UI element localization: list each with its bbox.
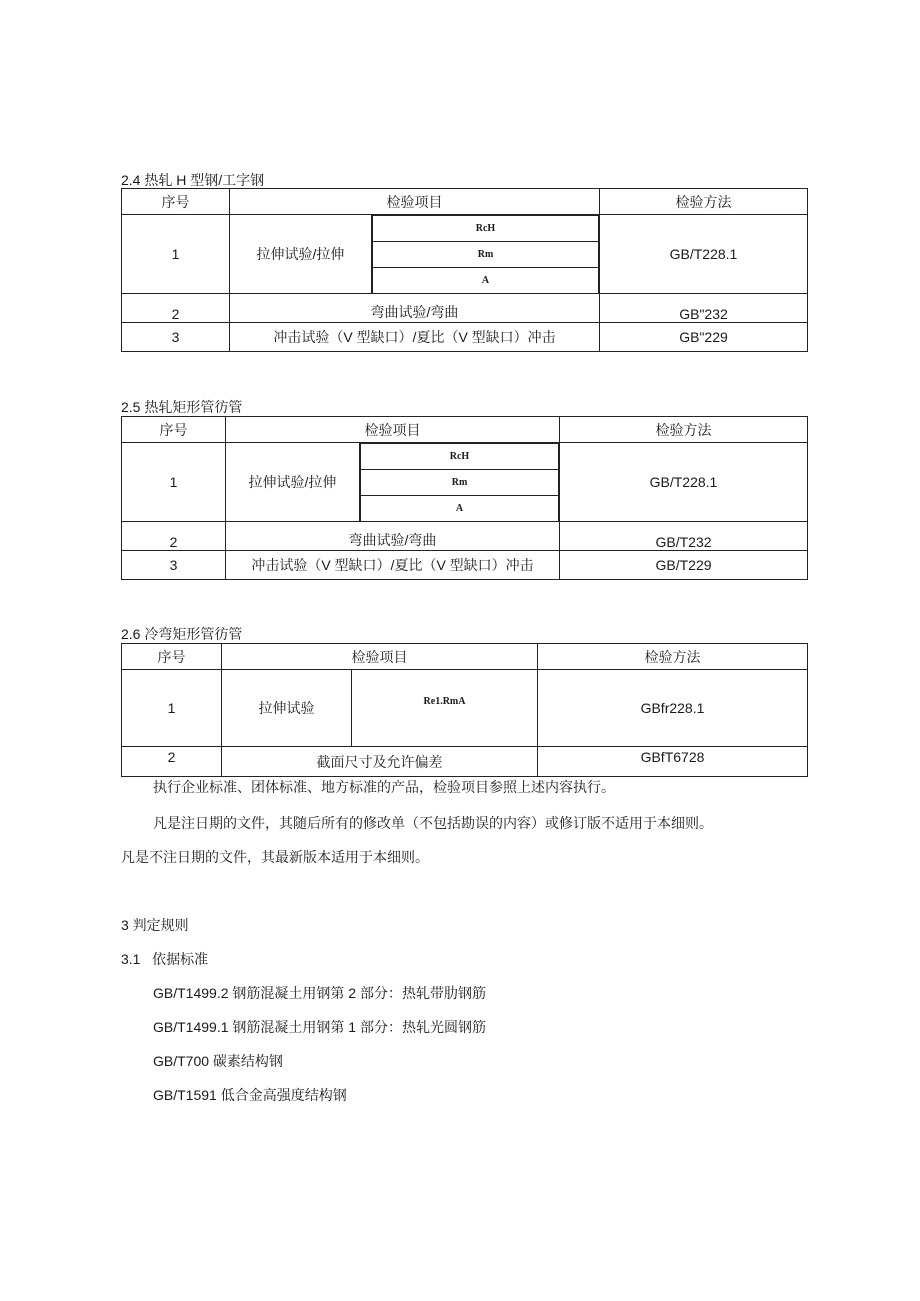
table-row: [122, 747, 808, 777]
header-method: 检验方法: [560, 417, 808, 443]
subitem-rch: RcH: [373, 216, 599, 242]
subitem-rm: Rm: [373, 242, 599, 268]
paragraph-undated-docs: 凡是不注日期的文件，其最新版本适用于本细则。: [121, 849, 429, 865]
table-row: [122, 551, 808, 580]
header-no: 序号: [122, 189, 230, 215]
row-item: 冲击试验（V 型缺口）/夏比（V 型缺口）冲击: [226, 551, 560, 580]
row-method: GB/T228.1: [600, 215, 808, 294]
table-header-row: [122, 644, 808, 670]
row-subitem: Re1.RmA: [352, 670, 538, 747]
section-3-title: 3 判定规则: [121, 917, 189, 933]
row-no: 2: [122, 294, 230, 323]
table-row: [122, 670, 808, 747]
standard-item: GB/T1499.2 钢筋混凝土用钢第 2 部分：热轧带肋钢筋: [153, 985, 486, 1001]
row-method: GB/T232: [560, 522, 808, 551]
row-no: 2: [122, 747, 222, 777]
row-no: 3: [122, 323, 230, 352]
section-2-4-title: 2.4 热轧 H 型钢/工字钢: [121, 172, 265, 188]
row-item: 弯曲试验/弯曲: [226, 522, 560, 551]
standard-item: GB/T1591 低合金高强度结构钢: [153, 1087, 347, 1103]
row-no: 1: [122, 215, 230, 294]
table-header-row: [122, 417, 808, 443]
row-item: 截面尺寸及允许偏差: [222, 747, 538, 777]
table-2-5: [121, 416, 808, 580]
standard-item: GB/T1499.1 钢筋混凝土用钢第 1 部分：热轧光圆钢筋: [153, 1019, 486, 1035]
header-method: 检验方法: [538, 644, 808, 670]
row-method: GB/T229: [560, 551, 808, 580]
row-method: GBfr228.1: [538, 670, 808, 747]
header-no: 序号: [122, 417, 226, 443]
row-no: 2: [122, 522, 226, 551]
header-item: 检验项目: [352, 644, 538, 670]
table-header-row: [122, 189, 808, 215]
table-row: [122, 522, 808, 551]
subitem-rch: RcH: [361, 444, 559, 470]
table-row: [122, 215, 808, 294]
row-method: GB"232: [600, 294, 808, 323]
row-method: GB"229: [600, 323, 808, 352]
table-row: [122, 443, 808, 522]
header-item: 检验项目: [226, 417, 560, 443]
paragraph-dated-docs: 凡是注日期的文件，其随后所有的修改单（不包括勘误的内容）或修订版不适用于本细则。: [153, 815, 713, 831]
row-item: 拉伸试验/拉伸: [226, 443, 360, 522]
row-method: GBfT6728: [538, 747, 808, 777]
row-no: 1: [122, 670, 222, 747]
subitem-a: A: [373, 268, 599, 294]
header-blank: [222, 644, 352, 670]
row-item: 弯曲试验/弯曲: [230, 294, 600, 323]
row-item: 冲击试验（V 型缺口）/夏比（V 型缺口）冲击: [230, 323, 600, 352]
header-item: 检验项目: [230, 189, 600, 215]
table-2-4: [121, 188, 808, 352]
standard-item: GB/T700 碳素结构钢: [153, 1053, 283, 1069]
paragraph-enterprise-standard: 执行企业标准、团体标准、地方标准的产品，检验项目参照上述内容执行。: [153, 779, 615, 795]
header-method: 检验方法: [600, 189, 808, 215]
table-row: [122, 323, 808, 352]
subitem-cell: [360, 443, 560, 522]
row-no: 1: [122, 443, 226, 522]
subitem-cell: [372, 215, 600, 294]
row-method: GB/T228.1: [560, 443, 808, 522]
section-2-6-title: 2.6 冷弯矩形管彷管: [121, 626, 243, 642]
header-no: 序号: [122, 644, 222, 670]
table-row: [122, 294, 808, 323]
row-no: 3: [122, 551, 226, 580]
subitem-rm: Rm: [361, 470, 559, 496]
section-3-1-title: 3.1 依据标准: [121, 951, 209, 967]
subitem-a: A: [361, 496, 559, 522]
row-item: 拉伸试验/拉伸: [230, 215, 372, 294]
section-2-5-title: 2.5 热轧矩形管彷管: [121, 399, 243, 415]
row-item: 拉伸试验: [222, 670, 352, 747]
table-2-6: [121, 643, 808, 777]
